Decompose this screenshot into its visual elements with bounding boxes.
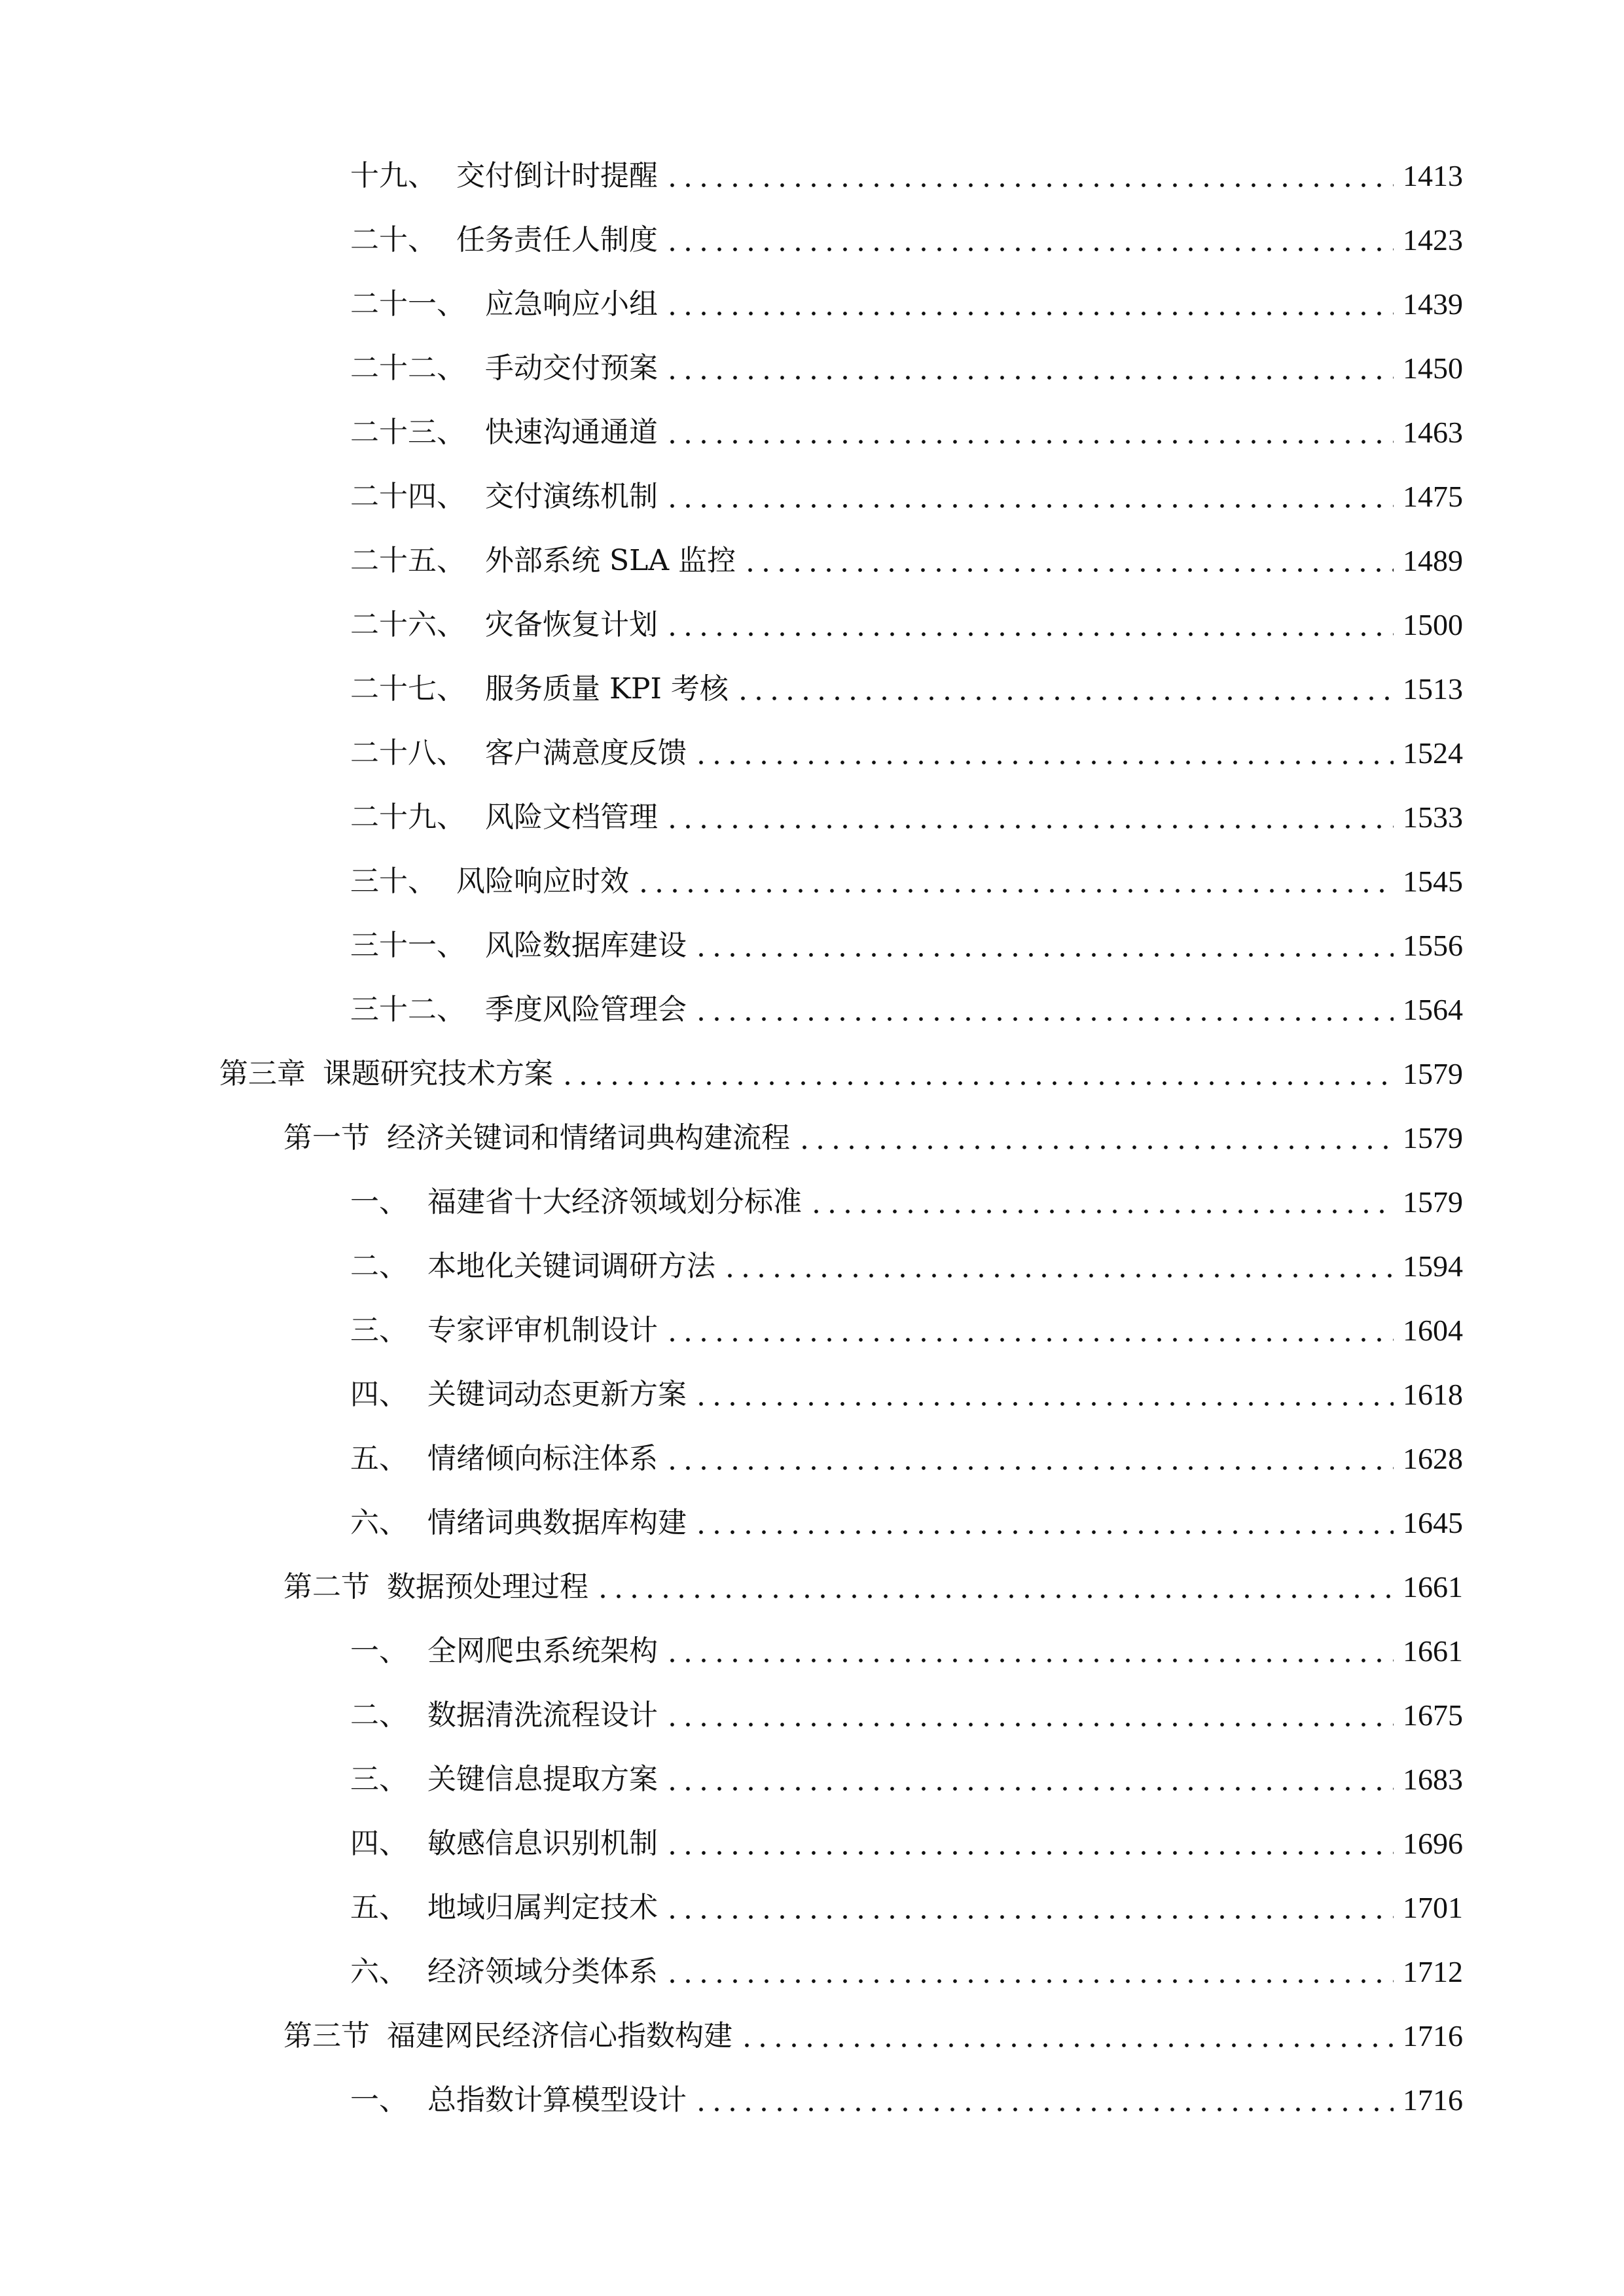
toc-entry-number: 四、 bbox=[350, 1827, 408, 1860]
toc-entry-page: 1579 bbox=[1403, 1121, 1463, 1155]
toc-entry-number: 二、 bbox=[350, 1249, 408, 1283]
dot-leader bbox=[693, 984, 1394, 1036]
toc-entry[interactable] bbox=[350, 1497, 1463, 1549]
toc-entry-page: 1489 bbox=[1403, 544, 1463, 577]
toc-entry-number: 二十六、 bbox=[350, 608, 465, 641]
toc-entry-page: 1579 bbox=[1403, 1185, 1463, 1219]
dot-leader bbox=[664, 1882, 1394, 1934]
toc-entry[interactable] bbox=[350, 406, 1463, 459]
toc-entry-number: 一、 bbox=[350, 1634, 408, 1668]
toc-entry-number: 二十、 bbox=[350, 223, 437, 257]
dot-leader bbox=[739, 2010, 1394, 2062]
toc-entry-number: 三十、 bbox=[350, 865, 437, 898]
toc-entry-page: 1513 bbox=[1403, 672, 1463, 706]
dot-leader bbox=[808, 1176, 1394, 1229]
toc-entry-number: 一、 bbox=[350, 1185, 408, 1219]
toc-entry-title: 数据预处理过程 bbox=[387, 1570, 588, 1604]
toc-section-entry[interactable] bbox=[283, 1112, 1463, 1164]
toc-entry-title: 数据清洗流程设计 bbox=[427, 1698, 658, 1732]
toc-entry-title: 关键词动态更新方案 bbox=[427, 1378, 687, 1411]
toc-entry[interactable] bbox=[350, 1433, 1463, 1485]
toc-entry[interactable] bbox=[350, 342, 1463, 395]
toc-entry-title: 风险数据库建设 bbox=[485, 929, 687, 962]
toc-entry[interactable] bbox=[350, 150, 1463, 202]
toc-entry[interactable] bbox=[350, 984, 1463, 1036]
toc-chapter-entry[interactable] bbox=[219, 1048, 1463, 1100]
toc-entry-page: 1545 bbox=[1403, 865, 1463, 898]
toc-entry-number: 五、 bbox=[350, 1891, 408, 1924]
toc-entry-number: 二、 bbox=[350, 1698, 408, 1732]
dot-leader bbox=[735, 663, 1394, 715]
toc-entry[interactable] bbox=[350, 1882, 1463, 1934]
toc-entry-number: 第二节 bbox=[283, 1570, 370, 1604]
toc-entry-number: 二十二、 bbox=[350, 351, 465, 385]
toc-entry-number: 四、 bbox=[350, 1378, 408, 1411]
toc-entry-number: 二十八、 bbox=[350, 736, 465, 770]
dot-leader bbox=[664, 278, 1394, 331]
toc-entry-title: 灾备恢复计划 bbox=[485, 608, 658, 641]
toc-entry[interactable] bbox=[350, 1818, 1463, 1870]
toc-entry[interactable] bbox=[350, 920, 1463, 972]
dot-leader bbox=[693, 1369, 1394, 1421]
dot-leader bbox=[664, 1689, 1394, 1742]
toc-entry-title: 季度风险管理会 bbox=[485, 993, 687, 1026]
dot-leader bbox=[664, 1304, 1394, 1357]
toc-entry-page: 1716 bbox=[1403, 2083, 1463, 2117]
toc-entry-page: 1683 bbox=[1403, 1763, 1463, 1796]
toc-entry[interactable] bbox=[350, 1946, 1463, 1998]
toc-entry-title: 本地化关键词调研方法 bbox=[427, 1249, 715, 1283]
toc-entry-page: 1533 bbox=[1403, 800, 1463, 834]
dot-leader bbox=[664, 1433, 1394, 1485]
toc-entry-page: 1556 bbox=[1403, 929, 1463, 962]
toc-entry[interactable] bbox=[350, 1753, 1463, 1806]
dot-leader bbox=[664, 599, 1394, 651]
toc-entry-page: 1675 bbox=[1403, 1698, 1463, 1732]
toc-entry-title: 敏感信息识别机制 bbox=[427, 1827, 658, 1860]
toc-entry-number: 一、 bbox=[350, 2083, 408, 2117]
toc-entry-title: 外部系统 SLA 监控 bbox=[485, 544, 736, 577]
toc-entry-title: 总指数计算模型设计 bbox=[427, 2083, 687, 2117]
toc-entry[interactable] bbox=[350, 1240, 1463, 1293]
dot-leader bbox=[664, 1946, 1394, 1998]
toc-entry-number: 二十五、 bbox=[350, 544, 465, 577]
toc-section-entry[interactable] bbox=[283, 1561, 1463, 1613]
toc-entry-page: 1423 bbox=[1403, 223, 1463, 257]
toc-entry-number: 第一节 bbox=[283, 1121, 370, 1155]
toc-entry[interactable] bbox=[350, 791, 1463, 844]
toc-entry-page: 1661 bbox=[1403, 1570, 1463, 1604]
toc-entry-title: 风险响应时效 bbox=[456, 865, 629, 898]
dot-leader bbox=[722, 1240, 1394, 1293]
toc-entry[interactable] bbox=[350, 727, 1463, 780]
toc-entry-title: 关键信息提取方案 bbox=[427, 1763, 658, 1796]
toc-entry-title: 全网爬虫系统架构 bbox=[427, 1634, 658, 1668]
toc-entry-number: 二十三、 bbox=[350, 416, 465, 449]
dot-leader bbox=[664, 1818, 1394, 1870]
toc-entry[interactable] bbox=[350, 535, 1463, 587]
toc-entry-title: 经济领域分类体系 bbox=[427, 1955, 658, 1988]
toc-entry-number: 六、 bbox=[350, 1506, 408, 1539]
toc-entry[interactable] bbox=[350, 663, 1463, 715]
toc-entry[interactable] bbox=[350, 214, 1463, 266]
toc-entry-title: 客户满意度反馈 bbox=[485, 736, 687, 770]
toc-entry-number: 二十四、 bbox=[350, 480, 465, 513]
toc-entry-number: 第三章 bbox=[219, 1057, 306, 1090]
toc-entry-number: 第三节 bbox=[283, 2019, 370, 2053]
toc-entry-page: 1439 bbox=[1403, 287, 1463, 321]
toc-entry-number: 十九、 bbox=[350, 159, 437, 192]
toc-entry[interactable] bbox=[350, 2074, 1463, 2126]
toc-entry-number: 三十二、 bbox=[350, 993, 465, 1026]
dot-leader bbox=[560, 1048, 1394, 1100]
toc-entry-title: 服务质量 KPI 考核 bbox=[485, 672, 729, 706]
dot-leader bbox=[664, 471, 1394, 523]
toc-entry-page: 1564 bbox=[1403, 993, 1463, 1026]
toc-entry-number: 三、 bbox=[350, 1763, 408, 1796]
toc-entry[interactable] bbox=[350, 1625, 1463, 1677]
toc-entry-title: 快速沟通通道 bbox=[485, 416, 658, 449]
dot-leader bbox=[693, 727, 1394, 780]
toc-entry-number: 二十七、 bbox=[350, 672, 465, 706]
dot-leader bbox=[664, 791, 1394, 844]
toc-entry-page: 1712 bbox=[1403, 1955, 1463, 1988]
toc-entry-page: 1618 bbox=[1403, 1378, 1463, 1411]
toc-entry-page: 1450 bbox=[1403, 351, 1463, 385]
toc-entry-page: 1594 bbox=[1403, 1249, 1463, 1283]
dot-leader bbox=[693, 1497, 1394, 1549]
dot-leader bbox=[664, 406, 1394, 459]
dot-leader bbox=[693, 2074, 1394, 2126]
toc-entry-number: 三十一、 bbox=[350, 929, 465, 962]
toc-entry-number: 六、 bbox=[350, 1955, 408, 1988]
toc-entry-page: 1413 bbox=[1403, 159, 1463, 192]
toc-entry-number: 二十一、 bbox=[350, 287, 465, 321]
toc-entry-title: 经济关键词和情绪词典构建流程 bbox=[387, 1121, 790, 1155]
dot-leader bbox=[664, 214, 1394, 266]
toc-entry-page: 1696 bbox=[1403, 1827, 1463, 1860]
toc-entry-page: 1604 bbox=[1403, 1314, 1463, 1347]
toc-entry-page: 1628 bbox=[1403, 1442, 1463, 1475]
toc-entry-page: 1579 bbox=[1403, 1057, 1463, 1090]
toc-entry[interactable] bbox=[350, 1304, 1463, 1357]
toc-entry-title: 风险文档管理 bbox=[485, 800, 658, 834]
toc-section-entry[interactable] bbox=[283, 2010, 1463, 2062]
toc-entry-title: 情绪倾向标注体系 bbox=[427, 1442, 658, 1475]
toc-entry-title: 手动交付预案 bbox=[485, 351, 658, 385]
dot-leader bbox=[636, 855, 1394, 908]
dot-leader bbox=[595, 1561, 1394, 1613]
toc-entry-title: 情绪词典数据库构建 bbox=[427, 1506, 687, 1539]
toc-entry-number: 五、 bbox=[350, 1442, 408, 1475]
toc-entry[interactable] bbox=[350, 1369, 1463, 1421]
dot-leader bbox=[742, 535, 1394, 587]
toc-entry-number: 三、 bbox=[350, 1314, 408, 1347]
dot-leader bbox=[664, 1625, 1394, 1677]
toc-entry-page: 1645 bbox=[1403, 1506, 1463, 1539]
toc-entry[interactable] bbox=[350, 1689, 1463, 1742]
toc-entry-page: 1661 bbox=[1403, 1634, 1463, 1668]
toc-entry[interactable] bbox=[350, 855, 1463, 908]
dot-leader bbox=[693, 920, 1394, 972]
toc-entry-page: 1716 bbox=[1403, 2019, 1463, 2053]
toc-entry-page: 1463 bbox=[1403, 416, 1463, 449]
toc-entry-page: 1701 bbox=[1403, 1891, 1463, 1924]
toc-entry-title: 任务责任人制度 bbox=[456, 223, 658, 257]
toc-entry-title: 交付演练机制 bbox=[485, 480, 658, 513]
toc-entry-title: 福建网民经济信心指数构建 bbox=[387, 2019, 732, 2053]
toc-entry-title: 应急响应小组 bbox=[485, 287, 658, 321]
toc-entry-page: 1475 bbox=[1403, 480, 1463, 513]
toc-entry-page: 1524 bbox=[1403, 736, 1463, 770]
toc-entry-title: 地域归属判定技术 bbox=[427, 1891, 658, 1924]
toc-entry-number: 二十九、 bbox=[350, 800, 465, 834]
toc-entry-title: 交付倒计时提醒 bbox=[456, 159, 658, 192]
toc-entry-page: 1500 bbox=[1403, 608, 1463, 641]
dot-leader bbox=[664, 1753, 1394, 1806]
dot-leader bbox=[664, 150, 1394, 202]
toc-entry-title: 福建省十大经济领域划分标准 bbox=[427, 1185, 802, 1219]
dot-leader bbox=[797, 1112, 1394, 1164]
toc-entry[interactable] bbox=[350, 471, 1463, 523]
toc-entry[interactable] bbox=[350, 599, 1463, 651]
toc-entry-title: 专家评审机制设计 bbox=[427, 1314, 658, 1347]
toc-entry[interactable] bbox=[350, 278, 1463, 331]
toc-entry[interactable] bbox=[350, 1176, 1463, 1229]
dot-leader bbox=[664, 342, 1394, 395]
toc-entry-title: 课题研究技术方案 bbox=[323, 1057, 553, 1090]
